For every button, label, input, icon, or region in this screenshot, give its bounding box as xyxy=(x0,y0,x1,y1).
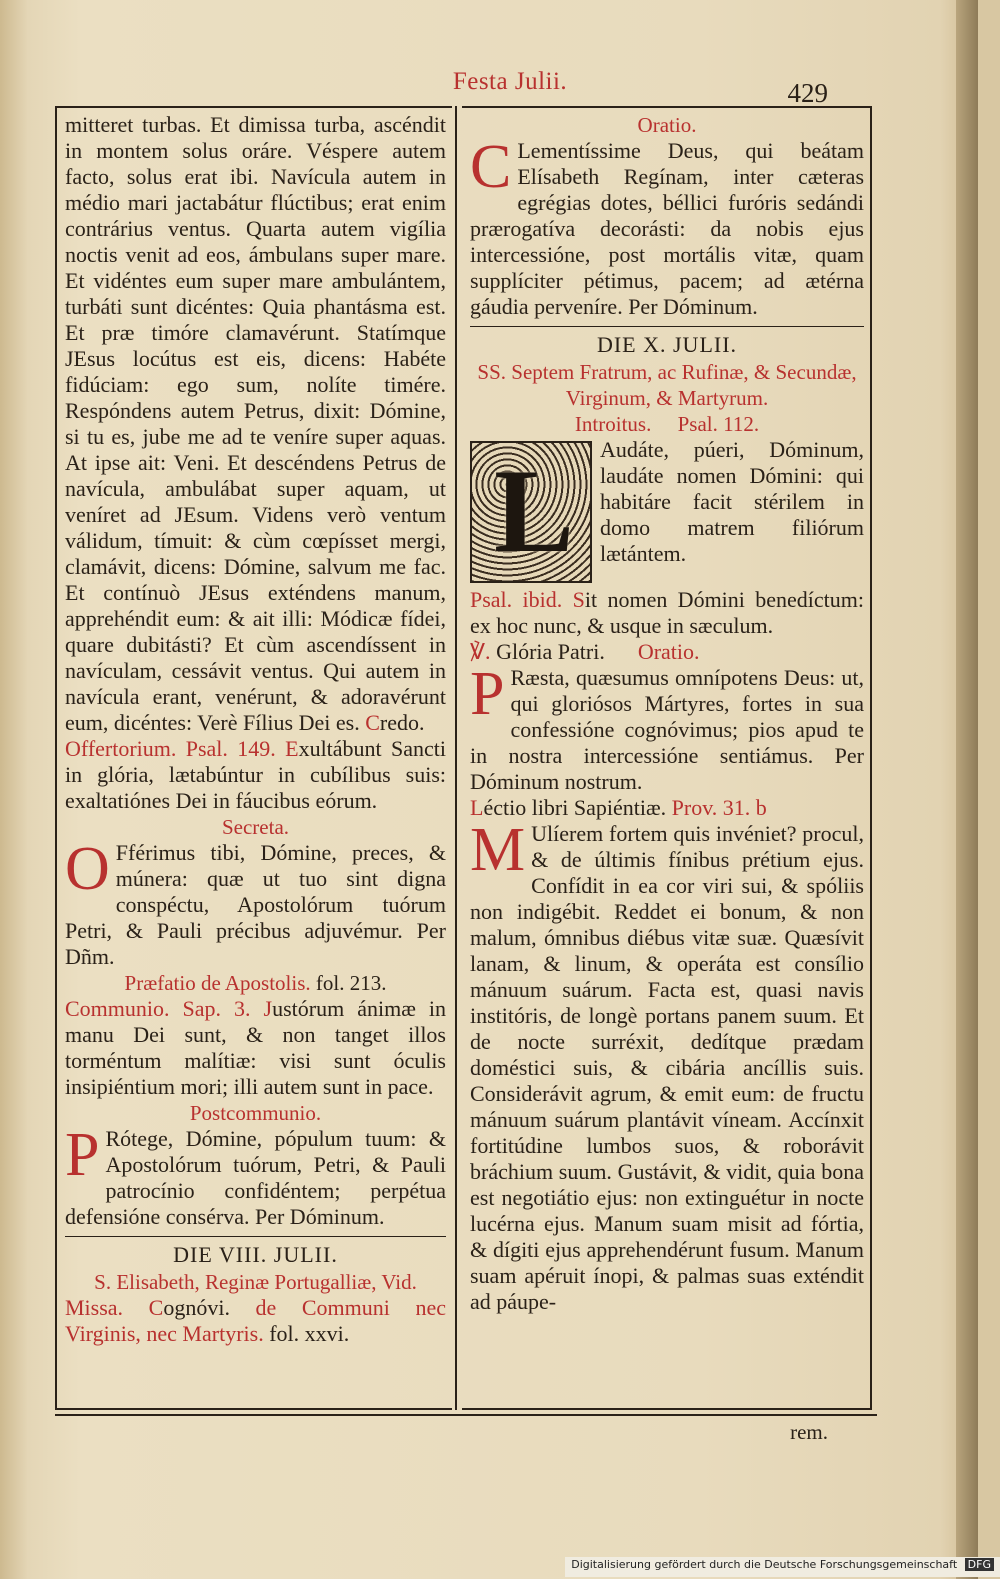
offertory-text: xultábunt Sancti in glória, lætabúntur in cubílibus suis: exaltatiónes Dei in fáucibus eórum. xyxy=(65,736,446,813)
postcommunion-text: Rótege, Dómine, pópulum tuum: & Apostolórum tuórum, Petri, & Pauli patrocínio confidéntem; perpétua defensióne consérva. Per Dóminum. xyxy=(65,1126,446,1229)
day-viii-saint: S. Elisabeth, Reginæ Portugalliæ, Vid. xyxy=(94,1270,417,1294)
introit-ref: Psal. 112. xyxy=(677,412,760,436)
communion-paragraph xyxy=(65,996,446,1100)
secret-paragraph xyxy=(65,835,446,970)
section-rule-right xyxy=(470,326,864,327)
oratio-heading: Oratio. xyxy=(637,113,697,137)
introit-line xyxy=(470,411,864,437)
oratio2-drop-cap: P xyxy=(470,660,505,728)
column-divider xyxy=(455,106,457,1410)
woodcut-letter: L xyxy=(494,444,575,577)
day-x-title: DIE X. JULII. xyxy=(596,332,738,357)
section-rule xyxy=(65,1236,446,1237)
preface-line xyxy=(65,970,446,996)
oratio2-heading: Oratio. xyxy=(637,639,700,664)
missa-label: Missa. xyxy=(65,1295,124,1320)
psalm-label: Psal. ibid. xyxy=(470,587,563,612)
preface-label: Præfatio de Apostolis. xyxy=(124,971,311,995)
credit-text: Digitalisierung gefördert durch die Deutsche Forschungsgemeinschaft xyxy=(571,1558,958,1571)
postcommunion-paragraph xyxy=(65,1121,446,1230)
oratio-text: Lementíssime Deus, qui beátam Elísabeth Regínam, inter cæteras egrégias dotes, béllici furóris sedándi prærogatíva decorásti: da nobis ejus intercessióne, post mortális vitæ, quam supplíciter pétimus, pacem; ad ætérna gáudia perveníre. Per Dóminum. xyxy=(470,138,864,319)
psalm-line xyxy=(470,587,864,639)
lectio-drop-cap: M xyxy=(470,816,526,884)
missa-common: de Communi nec Virginis, nec Martyris. xyxy=(65,1295,446,1346)
psalm-initial: S xyxy=(572,587,585,612)
right-column-text xyxy=(462,108,870,1315)
introit-text: Audáte, púeri, Dóminum, laudáte nomen Dómini: qui habitáre facit stérilem in domo matrem filiórum lætántem. xyxy=(600,437,864,566)
woodcut-initial xyxy=(470,441,592,583)
lectio-body: Ulíerem fortem quis invéniet? procul, & de últimis fínibus prétium ejus. Confídit in ea cor viri sui, & spóliis non indigébit. Reddet ei bonum, & non malum, ómnibus diébus vitæ suæ. Quæsívit lanam, & linum, & operáta est consílio mánuum suárum. Facta est, quasi navis institóris, de longè portans panem suum. Et de nocte surréxit, dedítque prædam doméstici suis, & cibária ancíllis suis. Considerávit agrum, & emit eum: de fructu mánuum suárum plantávit víneam. Accínxit fortitúdine lumbos suos, & roborávit bráchium suum. Gustávit, & vidit, quia bona est negotiátio ejus: non extinguétur in nocte lucérna ejus. Manum suam misit ad fórtia, & dígiti ejus apprehendérunt fusum. Manum suam apéruit ínopi, & palmas suas exténdit ad páupe- xyxy=(470,821,864,1314)
introit-label: Introitus. xyxy=(574,412,652,436)
lectio-paragraph xyxy=(470,816,864,1315)
gloria-text: Glória Patri. xyxy=(496,639,605,664)
lectio-line xyxy=(470,795,864,821)
gloria-line xyxy=(470,639,864,665)
missa-ref: fol. xxvi. xyxy=(269,1321,350,1346)
oratio-paragraph xyxy=(470,133,864,320)
day-x-saints: SS. Septem Fratrum, ac Rufinæ, & Secundæ, Virginum, & Martyrum. xyxy=(477,360,857,410)
day-viii-title: DIE VIII. JULII. xyxy=(173,1242,338,1267)
dfg-logo-icon: DFG xyxy=(965,1558,994,1571)
oratio-drop-cap: C xyxy=(470,133,512,201)
offertory-initial: E xyxy=(285,736,299,761)
page-fold xyxy=(956,0,978,1579)
gospel-text: mitteret turbas. Et dimissa turba, ascéndit in montem solus oráre. Véspere autem facto, solus erat ibi. Navícula autem in médio mari jactabátur flúctibus; erat enim contrárius ventus. Quarta autem vigília noctis venit ad eos, ámbulans super mare. Et vidéntes eum super mare ambulántem, turbáti sunt dicéntes: Quia phantásma est. Et præ timóre clamavérunt. Statímque JEsus locútus est eis, dicens: Habéte fidúciam: ego sum, nolíte timére. Respóndens autem Petrus, dixit: Dómine, si tu es, jube me ad te veníre super aquas. At ipse ait: Veni. Et descéndens Petrus de navícula, ambulábat super aquam, ut veníret ad JEsum. Videns verò ventum válidum, tímuit: & cùm cœpísset mergi, clamávit, dicens: Dómine, salvum me fac. Et contínuò JEsus exténdens manum, apprehéndit eum: & ait illi: Módicæ fídei, quare dubitásti? Et cùm ascendíssent in navículam, cessávit ventus. Qui autem in navícula erant, venérunt, & adoravérunt eum, dicéntes: Verè Fílius Dei es. xyxy=(65,112,446,735)
catchword: rem. xyxy=(790,1420,828,1444)
introit-paragraph xyxy=(470,437,864,577)
lectio-ref: Prov. 31. b xyxy=(671,795,767,820)
postcommunion-heading: Postcommunio. xyxy=(189,1101,322,1125)
left-column-text xyxy=(57,108,452,1347)
secret-drop-cap: O xyxy=(65,835,110,903)
secret-heading: Secreta. xyxy=(221,815,290,839)
lectio-text: éctio libri Sapiéntiæ. xyxy=(483,795,667,820)
bottom-rule xyxy=(55,1414,877,1416)
psalm-text: it nomen Dómini benedíctum: ex hoc nunc, & usque in sæculum. xyxy=(470,587,865,638)
offertory-label: Offertorium. Psal. 149. xyxy=(65,736,276,761)
communion-initial: J xyxy=(263,996,273,1021)
running-title: Festa Julii. xyxy=(452,68,568,95)
credo-text: redo. xyxy=(379,710,425,735)
digitization-credit xyxy=(565,1557,1000,1577)
missa-initial: C xyxy=(148,1295,164,1320)
left-column xyxy=(55,106,452,1410)
secret-text: Fférimus tibi, Dómine, preces, & múnera: quæ ut tuo sint digna conspéctu, Apostolórum tuórum Petri, & Pauli précibus adjuvémur. Per Dñm. xyxy=(65,840,446,969)
preface-ref: fol. 213. xyxy=(315,971,387,995)
communion-label: Communio. Sap. 3. xyxy=(65,996,251,1021)
communion-text: ustórum ánimæ in manu Dei sunt, & non tanget illos torméntum malítiæ: visi sunt óculis insipiéntium mori; illi autem sunt in pace. xyxy=(65,996,447,1099)
versicle-mark: ℣. xyxy=(470,639,491,664)
page-number: 429 xyxy=(787,78,828,108)
oratio2-paragraph xyxy=(470,660,864,795)
postcommunion-drop-cap: P xyxy=(65,1121,100,1189)
missa-line xyxy=(65,1295,446,1347)
credo-initial: C xyxy=(365,710,380,735)
lectio-initial: L xyxy=(470,795,484,820)
missa-text: ognóvi. xyxy=(163,1295,230,1320)
right-column xyxy=(462,106,872,1410)
oratio2-text: Ræsta, quæsumus omnípotens Deus: ut, qui gloriósos Mártyres, fortes in sua confessióne cognóvimus; pios apud te in nostra intercessióne sentiámus. Per Dóminum nostrum. xyxy=(470,665,864,794)
